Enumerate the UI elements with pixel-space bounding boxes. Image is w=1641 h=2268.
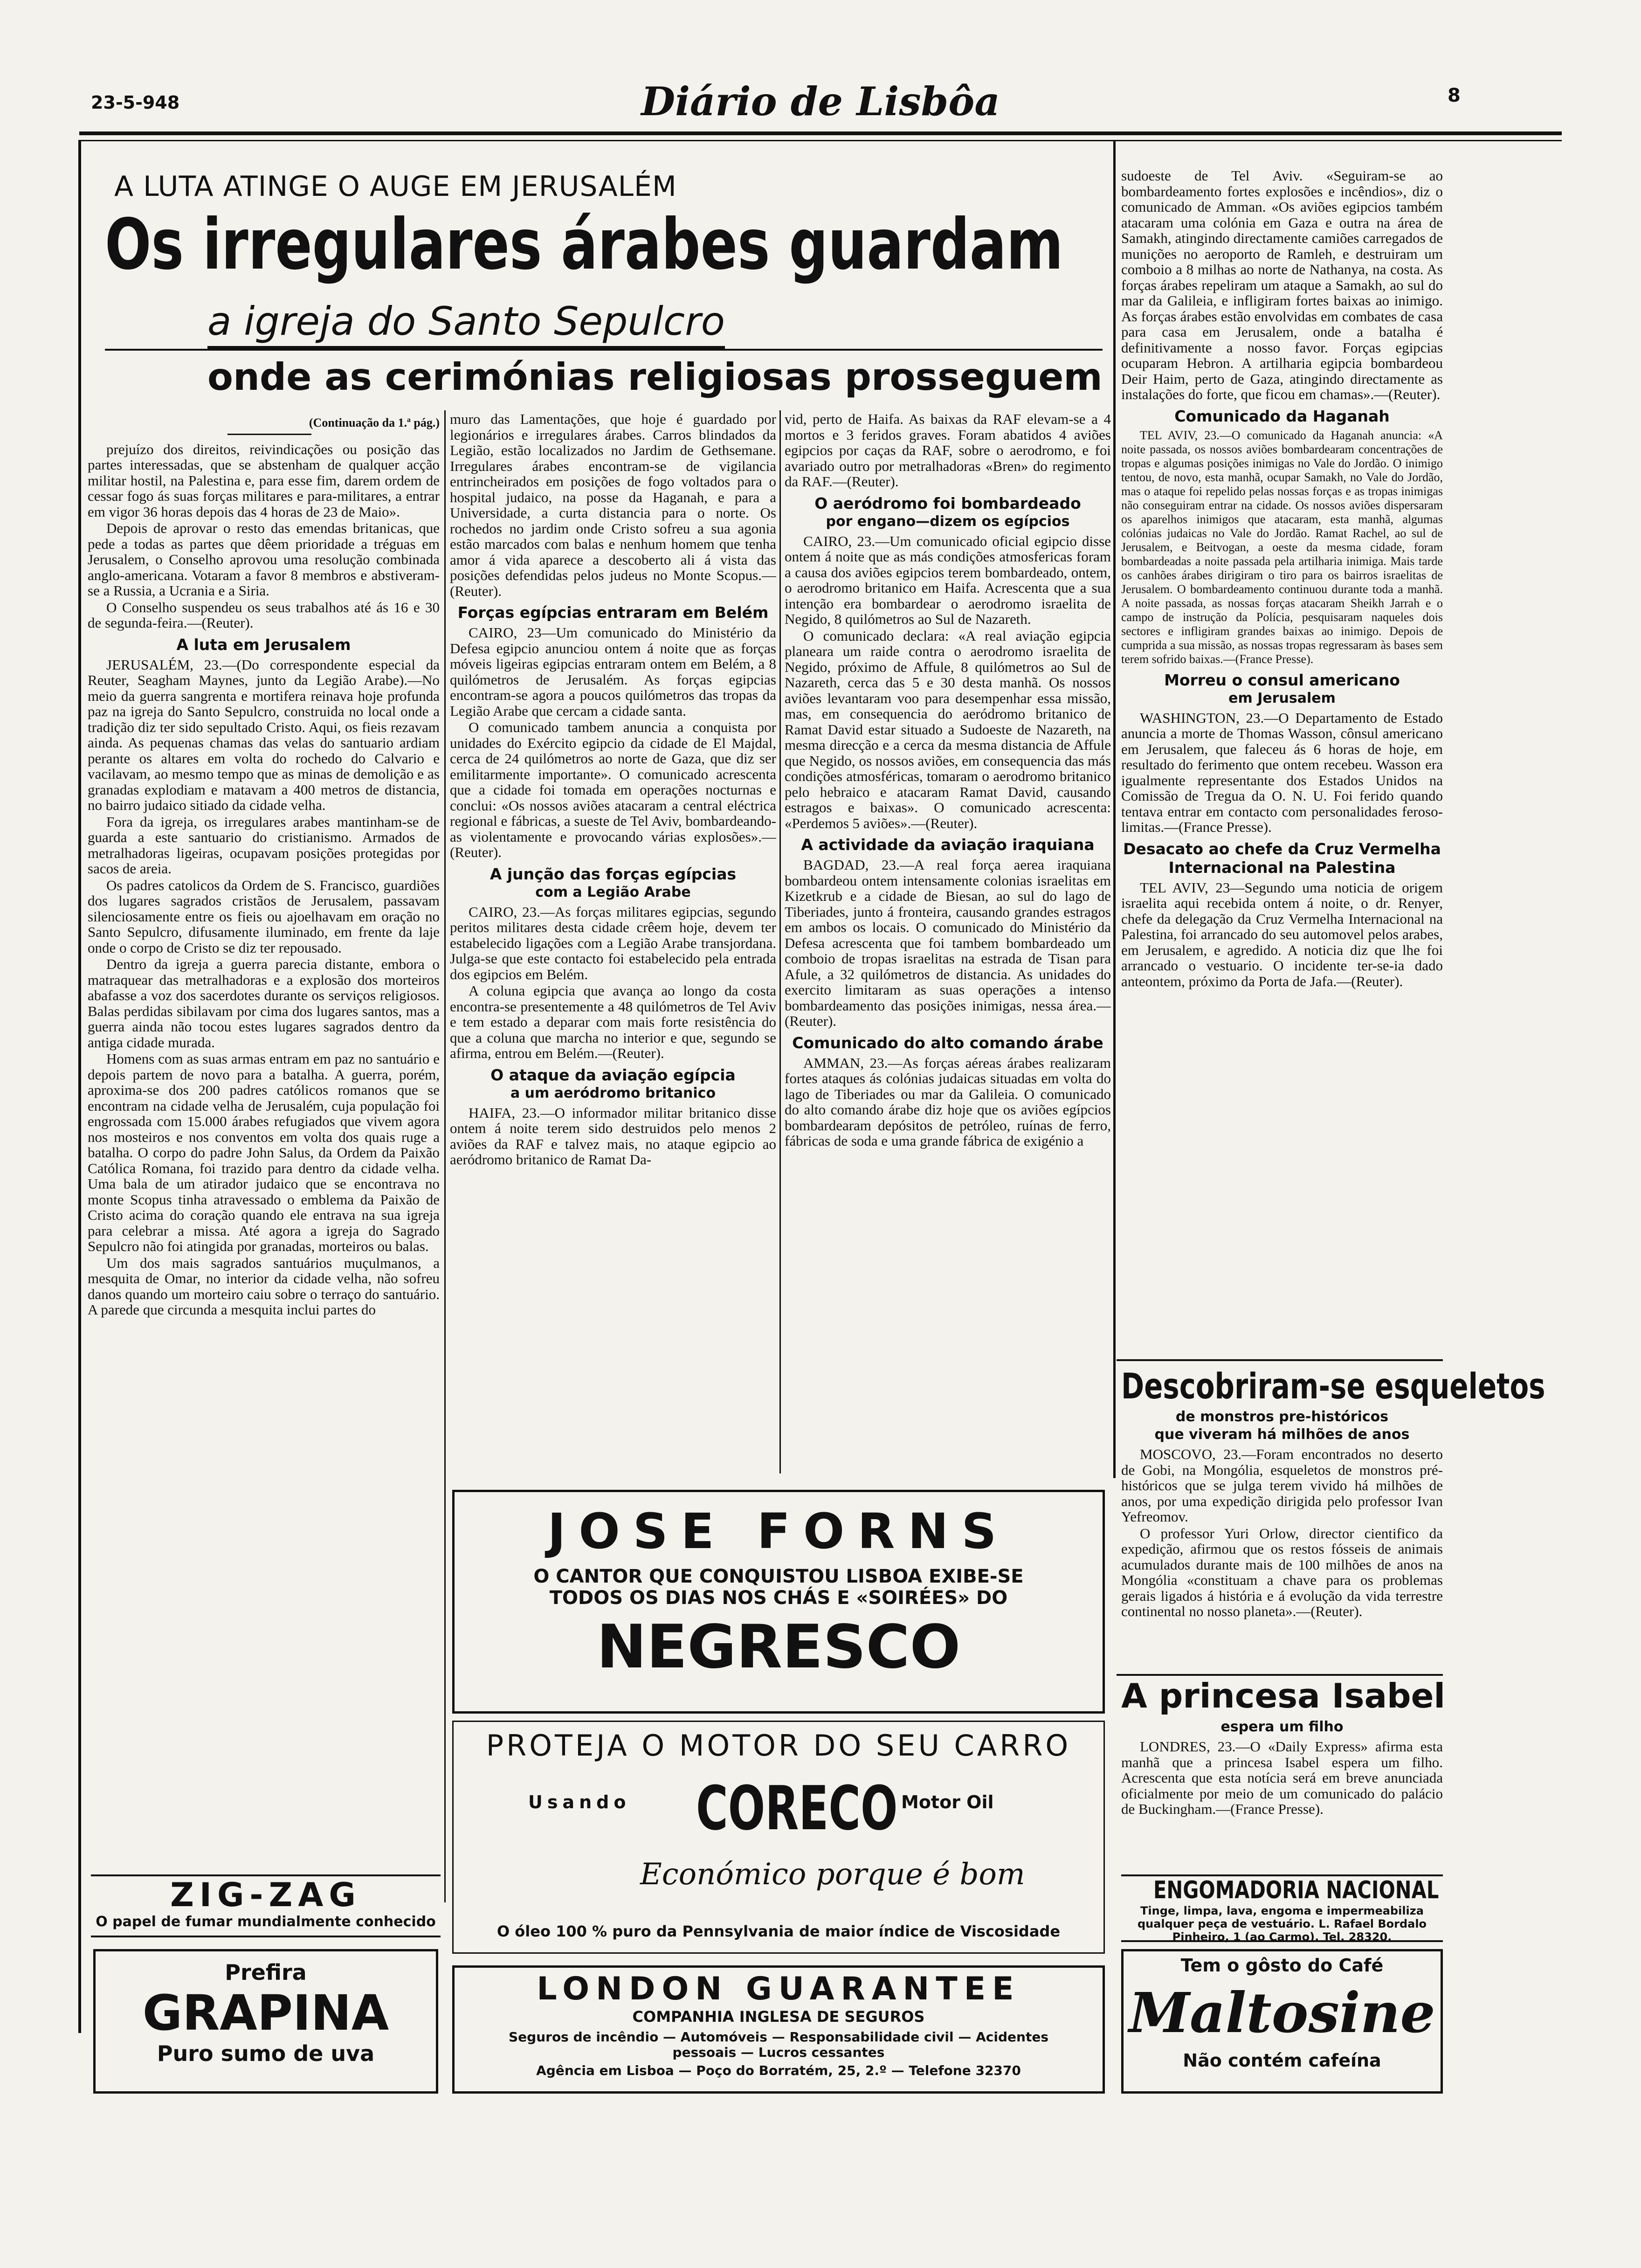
paragraph: CAIRO, 23—Um comunicado do Ministério da Defesa egipcio anunciou ontem á noite que as forças móveis ligeiras egipcias entraram ontem em Belém, a 8 quilómetros de Jerusalém. As forças egipcias encontram-se agora a poucos quilómetros das tropas da Legião Arabe que cercam a cidade santa. <box>450 624 776 719</box>
paragraph: Homens com as suas armas entram em paz no santuário e depois partem de novo para a batalha. A guerra, porém, aproxima-se dos 200 padres católicos romanos que se encontram na cidade velha de Jerusalém, cuja população foi engrossada com 15.000 árabes refugiados que vivem agora nos mosteiros e nos conventos em volta dos quais ruge a batalha. O corpo do padre John Salus, da Ordem da Paixão Católica Romana, foi trazido para dentro da cidade velha. Uma bala de um atirador judaico que se encontrava no monte Scopus tinha atravessado o emblema da Paixão de Cristo acima do coração quando ele entrava na sua igreja para celebrar a missa. Até agora a igreja do Sagrado Sepulcro não foi atingida por granadas, morteiros ou balas. <box>88 1051 440 1254</box>
paragraph: O comunicado declara: «A real aviação egipcia planeara um raide contra o aerodromo israelita de Negido, próximo de Affule, 8 quilómetros ao Sul de Nazareth, cerca das 5 e 30 desta manhã. Os nossos aviões levantaram voo para desempenhar essa missão, mas, em consequencia do aeródromo britanico de Ramat David estar situado a Sudoeste de Nazareth, na mesma direcção e a cerca da mesma distancia de Affule que Negido, os nossos aviões, em consequencia das más condições atmosféricas, tomaram o aerodromo britanico pelo hebraico e atacaram Ramat David, causando estragos e baixas». O comunicado acrescenta: «Perdemos 5 aviões».—(Reuter). <box>785 627 1111 831</box>
column-divider <box>779 410 781 1473</box>
grapina-top: Prefira <box>225 1960 307 1985</box>
engomadoria-brand: ENGOMADORIA NACIONAL <box>1153 1876 1439 1904</box>
right-column-divider <box>1117 1359 1443 1361</box>
maltosine-top: Tem o gôsto do Café <box>1180 1955 1384 1976</box>
forns-line-1: O CANTOR QUE CONQUISTOU LISBOA EXIBE-SE <box>533 1566 1024 1587</box>
continuation-note: (Continuação da 1.ª pág.) <box>309 416 440 429</box>
skeleton-story <box>1121 1408 1443 1674</box>
section-subheading: por engano—dizem os egípcios <box>826 513 1070 530</box>
paragraph: O professor Yuri Orlow, director cientifico da expedição, afirmou que os restos fósseis de animais acumulados durante mais de 100 milhões de anos na Mongólia «constituam a chave para os problemas gerais ligados á história e á evolução da vida terrestre continental no nosso planeta».—(Reuter). <box>1121 1525 1443 1619</box>
maltosine-tagline: Não contém cafeína <box>1183 2050 1381 2071</box>
coreco-line-1: PROTEJA O MOTOR DO SEU CARRO <box>486 1729 1071 1763</box>
grapina-ad <box>93 1949 438 2094</box>
paragraph: LONDRES, 23.—O «Daily Express» afirma esta manhã que a princesa Isabel espera um filho. Acrescenta que esta notícia será em breve anunciada oficialmente por meio de um comunicado do palácio de Buckingham.—(France Presse). <box>1121 1738 1443 1817</box>
section-subheading: em Jerusalem <box>1228 690 1336 706</box>
masthead <box>0 0 1641 140</box>
maltosine-ad <box>1121 1949 1443 2094</box>
section-heading: A luta em Jerusalem <box>176 635 351 654</box>
section-subheading: com a Legião Arabe <box>535 884 691 900</box>
coreco-script: Económico porque é bom <box>640 1857 1025 1892</box>
coreco-right: Motor Oil <box>901 1792 994 1812</box>
paragraph: A coluna egipcia que avança ao longo da costa encontra-se presentemente a 48 quilómetros de Tel Aviv e tem estado a deparar com mais forte resistência do que a coluna que marcha no interior e que, segundo se afirma, entrou em Belém.—(Reuter). <box>450 982 776 1061</box>
paragraph: BAGDAD, 23.—A real força aerea iraquiana bombardeou ontem intensamente colonias israelitas em Kizetkrub e a cidade de Biesan, ao sul do lago de Tiberiades, junto á fronteira, causando grandes estragos em ambos os locais. O comunicado do Ministério da Defesa acrescenta que foi tambem bombardeado um comboio de tropas israelitas na estrada de Tisan para Afule, a 32 quilómetros de distancia. As unidades do exercito limitaram as suas operações a intenso bombardeamento das posições inimigas, nessa área.—(Reuter). <box>785 857 1111 1029</box>
section-heading: Comunicado do alto comando árabe <box>792 1033 1103 1052</box>
section-heading: O ataque da aviação egípcia <box>490 1065 736 1084</box>
maltosine-brand: Maltosine <box>1129 1980 1435 2045</box>
princess-heading: A princesa Isabel <box>1121 1676 1446 1715</box>
london-line-2: pessoais — Lucros cessantes <box>672 2045 885 2060</box>
lead-frame-right <box>1113 140 1116 1478</box>
lead-headline: Os irregulares árabes guardam <box>105 204 1063 285</box>
right-column-divider <box>1117 1674 1443 1676</box>
lead-subhead-rule <box>105 349 1103 351</box>
paragraph: Os padres catolicos da Ordem de S. Francisco, guardiões dos lugares sagrados cristãos de Jerusalem, passavam silenciosamente entre os fieis ou ajoelhavam em oração no Santo Sepulcro, difusamente iluminado, em frente da laje onde o corpo de Cristo se diz ter repousado. <box>88 877 440 956</box>
coreco-footer: O óleo 100 % puro da Pennsylvania de maior índice de Viscosidade <box>496 1922 1061 1940</box>
lead-subhead-2: onde as cerimónias religiosas prosseguem <box>207 355 1103 399</box>
london-line-3: Agência em Lisboa — Poço do Borratém, 25, 2.º — Telefone 32370 <box>536 2063 1021 2078</box>
skeleton-heading: Descobriram-se esqueletos <box>1121 1365 1545 1407</box>
princess-story <box>1121 1718 1443 1872</box>
engomadoria-ad <box>1121 1874 1443 1942</box>
paragraph: HAIFA, 23.—O informador militar britanico disse ontem á noite terem sido destruidos pelo menos 2 aviões da RAF e talvez mais, no ataque egipcio ao aeródromo britanico de Ramat Da- <box>450 1104 776 1168</box>
column-divider <box>444 410 446 1902</box>
section-heading: A actividade da aviação iraquiana <box>801 836 1095 854</box>
masthead-rule-thin <box>79 140 1562 141</box>
section-heading: Comunicado da Haganah <box>1174 407 1390 425</box>
lead-frame-left <box>78 140 81 2033</box>
section-heading: Forças egípcias entraram em Belém <box>457 603 769 622</box>
paragraph: WASHINGTON, 23.—O Departamento de Estado anuncia a morte de Thomas Wasson, cônsul americano em Jerusalem, que faleceu ás 6 horas de hoje, em resultado do ferimento que ontem recebeu. Wasson era igualmente representante dos Estados Unidos na Comissão de Tregua da O. N. U. Foi ferido quando tentava entrar em contacto com personalidades feroso-limitas.—(France Presse). <box>1121 709 1443 835</box>
forns-name: JOSE FORNS <box>547 1503 1010 1560</box>
paragraph: Dentro da igreja a guerra parecia distante, embora o matraquear das metralhadoras e a explosão dos morteiros abafasse a voz dos sacerdotes durante os serviços religiosos. Balas perdidas sibilavam por cima dos lugares santos, mas a guerra ainda não tocou estes lugares sagrados dentro da antiga cidade murada. <box>88 956 440 1051</box>
lead-column-2 <box>450 411 776 1474</box>
section-subheading: a um aeródromo britanico <box>510 1085 716 1101</box>
zigzag-tagline: O papel de fumar mundialmente conhecido <box>96 1914 436 1930</box>
forns-venue: NEGRESCO <box>596 1612 961 1682</box>
issue-date: 23-5-948 <box>91 92 180 113</box>
section-heading: Desacato ao chefe da Cruz Vermelha Internacional na Palestina <box>1123 839 1441 877</box>
engomadoria-line-1: Tinge, limpa, lava, engoma e impermeabiliza <box>1140 1904 1424 1917</box>
paragraph: CAIRO, 23.—As forças militares egipcias, segundo peritos militares desta cidade crêem hoje, devem ter estabelecido ligações com a Legião Arabe transjordana. Julga-se que este contacto foi estabelecido pela entrada dos egipcios em Belém. <box>450 903 776 982</box>
paragraph: MOSCOVO, 23.—Foram encontrados no deserto de Gobi, na Mongólia, esqueletos de monstros pré-históricos que se julga terem vivido há milhões de anos, por uma expedição dirigida pelo professor Ivan Yefreomov. <box>1121 1446 1443 1525</box>
coreco-ad <box>452 1721 1105 1954</box>
paragraph: CAIRO, 23.—Um comunicado oficial egipcio disse ontem á noite que as más condições atmosfericas foram a causa dos aviões egipcios terem bombardeado, ontem, o aerodromo britanico em Haifa. Acrescenta que a sua intenção era bombardear o aerodromo israelita de Negido, 8 quilómetros ao Sul de Nazareth. <box>785 532 1111 627</box>
zigzag-brand: ZIG-ZAG <box>170 1876 361 1914</box>
lead-column-3 <box>785 411 1111 1474</box>
paragraph: sudoeste de Tel Aviv. «Seguiram-se ao bombardeamento fortes explosões e incêndios», diz o comunicado de Amman. «Os aviões egipcios também atacaram uma colónia em Gaza e outra na área de Samakh, atingindo directamente camiões carregados de munições no aeroporto de Ramleh, e destruiram um comboio a 8 milhas ao norte de Nathanya, na costa. As forças árabes repeliram um ataque a Samakh, ao sul do mar da Galileia, e infligiram fortes baixas ao inimigo. As forças árabes estão envolvidas em combates de casa para casa em Jerusalem, onde a batalha é definitivamente a nosso favor. Forças egipcias ocuparam Hebron. A artilharia egipcia bombardeou Deir Haim, perto de Gaza, atingindo directamente as instalações do forte, que ficou em chamas».—(Reuter). <box>1121 168 1443 402</box>
paragraph: JERUSALÉM, 23.—(Do correspondente especial da Reuter, Seagham Maynes, junto da Legião Arabe).—No meio da guerra sangrenta e mortifera reinava hoje profunda paz na igreja do Santo Sepulcro, construida no local onde a tradição diz ter sido sepultado Cristo. Aqui, os fieis rezavam ainda. As pequenas chamas das velas do santuario ardiam perante os altares em volta do rochedo do Calvario e vacilavam, ao mesmo tempo que as minas de demolição e as granadas explodiam e matavam a 400 metros de distancia, no bairro judaico sitiado da cidade velha. <box>88 656 440 813</box>
coreco-brand: CORECO <box>696 1773 898 1844</box>
london-line-1: Seguros de incêndio — Automóveis — Responsabilidade civil — Acidentes <box>509 2029 1048 2045</box>
paragraph: TEL AVIV, 23—Segundo uma noticia de origem israelita aqui recebida ontem á noite, o dr. Renyer, chefe da delegação da Cruz Vermelha Internacional na Palestina, foi arrancado do seu automovel pelos arabes, em Jerusalem, e agredido. A noticia diz que lhe foi arrancado o vestuario. O incidente ter-se-ia dado anteontem, próximo da Porta de Jafa.—(Reuter). <box>1121 879 1443 989</box>
paragraph: prejuízo dos direitos, reivindicações ou posição das partes interessadas, que se abstenham de qualquer acção militar hostil, na Palestina e, para esse fim, darem ordem de cessar fogo ás suas forças militares e para-militares, a entrar em vigor 36 horas depois das 4 horas de 23 de Maio». <box>88 441 440 520</box>
coreco-left: Usando <box>528 1792 631 1812</box>
paragraph: Fora da igreja, os irregulares arabes mantinham-se de guarda a este santuario do cristianismo. Armados de metralhadoras ligeiras, ocupavam posições protegidas por sacos de areia. <box>88 813 440 877</box>
paragraph: muro das Lamentações, que hoje é guardado por legionários e irregulares árabes. Carros blindados da Legião, estão localizados no Jardim de Gethsemane. Irregulares árabes encontram-se de vigilancia entrincheirados em posições de fogo voltados para o hospital judaico, na posse da Haganah, e para a Universidade, a curta distancia para o norte. Os rochedos no jardim onde Cristo sofreu a sua agonia estão marcados com balas e nenhum homem que tenha amor á vida aparece a descoberto ali á vista das posições defendidas pelos judeus no Monte Scopus.—(Reuter). <box>450 411 776 599</box>
section-subheading: espera um filho <box>1220 1719 1344 1735</box>
section-heading: O aeródromo foi bombardeado <box>814 494 1081 512</box>
section-subheading: que viveram há milhões de anos <box>1154 1426 1410 1443</box>
london-guarantee-ad <box>452 1965 1105 2094</box>
jose-forns-ad <box>452 1490 1105 1714</box>
continuation-rule <box>228 434 311 435</box>
london-sub: COMPANHIA INGLESA DE SEGUROS <box>632 2008 925 2026</box>
section-heading: Morreu o consul americano <box>1164 671 1400 689</box>
engomadoria-line-3: Pinheiro, 1 (ao Carmo). Tel. 28320. <box>1172 1930 1392 1943</box>
paragraph: vid, perto de Haifa. As baixas da RAF elevam-se a 4 mortos e 3 feridos graves. Foram abatidos 4 aviões egipcios por caças da RAF, sobre o aerodromo, e foi avariado outro por metralhadoras «Bren» do regimento da RAF.—(Reuter). <box>785 411 1111 490</box>
paragraph: Um dos mais sagrados santuários muçulmanos, a mesquita de Omar, no interior da cidade velha, não sofreu danos quando um morteiro caiu sobre o terraço do santuário. A parede que circunda a mesquita inclui partes do <box>88 1254 440 1318</box>
paragraph: Depois de aprovar o resto das emendas britanicas, que pede a todas as partes que dêem prioridade a tréguas em Jerusalem, o Conselho aprovou uma resolução combinada anglo-americana. Votaram a favor 8 membros e abstiveram-se a Russia, a Ucrania e a Siria. <box>88 520 440 599</box>
grapina-brand: GRAPINA <box>142 1984 389 2041</box>
paragraph: AMMAN, 23.—As forças aéreas árabes realizaram fortes ataques ás colónias judaicas situadas em volta do lago de Tiberiades ou mar da Galileia. O comunicado do alto comando árabe diz hoje que os aviões egípcios bombardearam depósitos de petróleo, ruínas de ferro, fábricas de soda e uma grande fábrica de exigénio a <box>785 1054 1111 1149</box>
section-subheading: de monstros pre-históricos <box>1175 1409 1389 1425</box>
zigzag-ad <box>91 1874 441 1937</box>
paragraph: O comunicado tambem anuncia a conquista por unidades do Exército egipcio da cidade de El Majdal, cerca de 24 quilómetros ao norte de Gaza, que diz ser emilitarmente importante». O comunicado acrescenta que a cidade foi tomada em operações nocturnas e conclui: «Os nossos aviões atacaram a central eléctrica regional e fábricas, a sueste de Tel Aviv, bombardeando-as violentamente e provocando várias explosões».—(Reuter). <box>450 719 776 860</box>
london-brand: LONDON GUARANTEE <box>537 1971 1020 2007</box>
lead-subhead-1: a igreja do Santo Sepulcro <box>207 298 725 349</box>
forns-line-2: TODOS OS DIAS NOS CHÁS E «SOIRÉES» DO <box>549 1587 1008 1609</box>
masthead-rule <box>79 131 1562 135</box>
right-column <box>1121 168 1443 1385</box>
newspaper-title: Diário de Lisbôa <box>641 78 1000 124</box>
paragraph: TEL AVIV, 23.—O comunicado da Haganah anuncia: «A noite passada, os nossos aviões bombardearam concentrações de tropas e algumas posições inimigas no Vale do Jordão. O inimigo tentou, de novo, esta manhã, ocupar Samakh, no Vale do Jordão, mas o ataque foi repelido pelas nossas forças e as tropas inimigas não conseguiram entrar na cidade. Os nossos aviões dispersaram os aparelhos inimigos que atacaram, esta manhã, algumas colónias judaicas no Vale do Jordão. Ramat Rachel, ao sul de Jerusalem, e Beitvogan, a oeste da mesma cidade, foram bombardeadas a noite passada pela artilharia inimiga. Mais tarde os canhões árabes dirigiram o tiro para os bairros israelitas de Jerusalem. O bombardeamento continuou durante toda a manhã. A noite passada, as nossas forças atacaram Sheikh Jarrah e o campo de instrução da Polícia, pesquisaram naqueles dois sectores e infligiram grandes baixas ao inimigo. Depois de cumprida a sua missão, as nossas tropas regressaram às bases sem terem sofrido baixas.—(France Presse). <box>1121 428 1443 666</box>
grapina-tagline: Puro sumo de uva <box>157 2041 375 2066</box>
page-number: 8 <box>1448 85 1461 106</box>
paragraph: O Conselho suspendeu os seus trabalhos até ás 16 e 30 de segunda-feira.—(Reuter). <box>88 599 440 631</box>
lead-column-1 <box>88 415 440 1902</box>
lead-kicker: A LUTA ATINGE O AUGE EM JERUSALÉM <box>114 170 677 203</box>
section-heading: A junção das forças egípcias <box>490 864 737 883</box>
engomadoria-line-2: qualquer peça de vestuário. L. Rafael Bordalo <box>1137 1917 1427 1930</box>
